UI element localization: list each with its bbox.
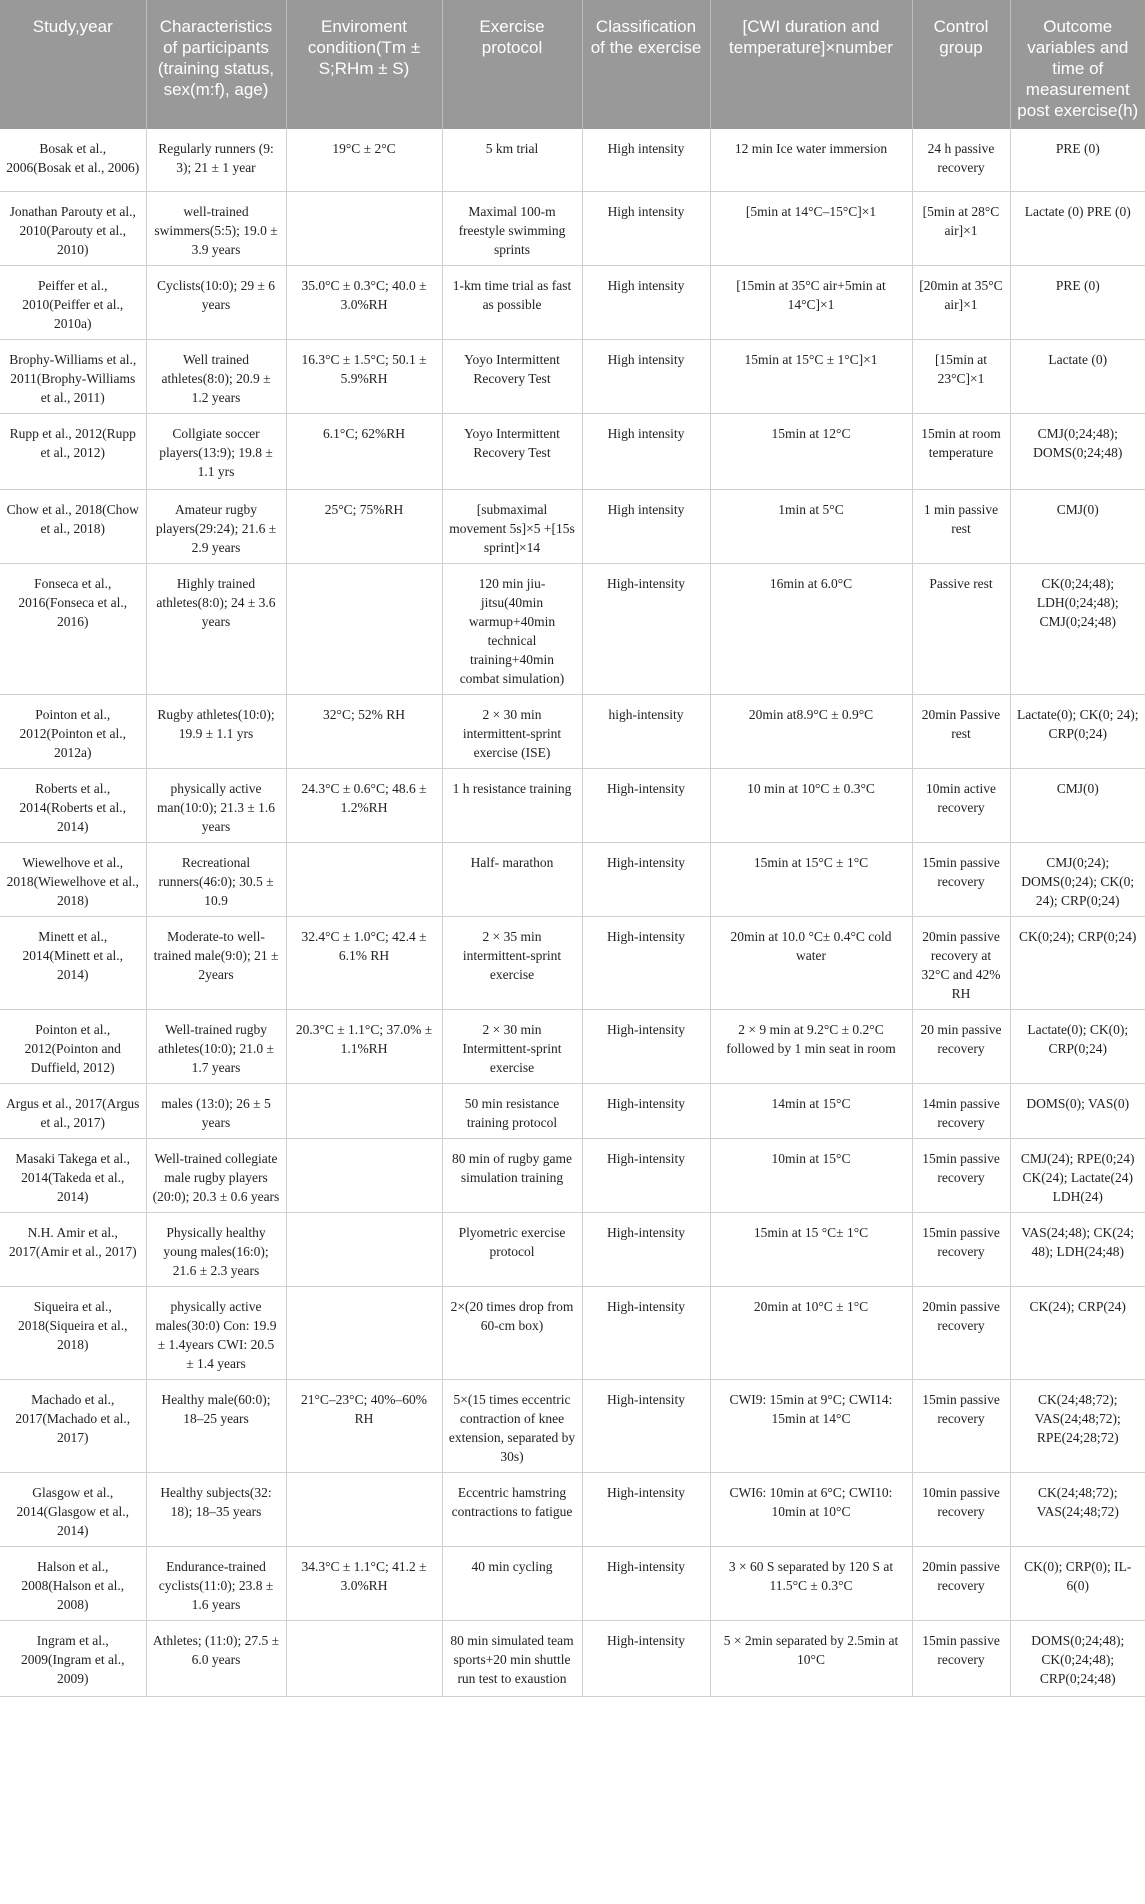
outcome-variables-cell: DOMS(0;24;48); CK(0;24;48); CRP(0;24;48) xyxy=(1010,1620,1145,1696)
table-row xyxy=(0,916,1145,1009)
exercise-protocol-cell: 2 × 35 min intermittent-sprint exercise xyxy=(442,916,582,1009)
table-row xyxy=(0,265,1145,339)
study-year-cell: Minett et al., 2014(Minett et al., 2014) xyxy=(0,916,146,1009)
outcome-variables-cell: VAS(24;48); CK(24; 48); LDH(24;48) xyxy=(1010,1212,1145,1286)
classification-cell: High-intensity xyxy=(582,1009,710,1083)
exercise-protocol-cell: 2 × 30 min intermittent-sprint exercise (ISE) xyxy=(442,694,582,768)
cwi-duration-cell: 12 min Ice water immersion xyxy=(710,129,912,191)
environment-cell: 34.3°C ± 1.1°C; 41.2 ± 3.0%RH xyxy=(286,1546,442,1620)
study-year-cell: Halson et al., 2008(Halson et al., 2008) xyxy=(0,1546,146,1620)
table-row xyxy=(0,563,1145,694)
control-group-cell: 14min passive recovery xyxy=(912,1083,1010,1138)
outcome-variables-cell: PRE (0) xyxy=(1010,265,1145,339)
environment-cell: 32°C; 52% RH xyxy=(286,694,442,768)
participants-cell: Collgiate soccer players(13:9); 19.8 ± 1.1 yrs xyxy=(146,413,286,489)
outcome-variables-cell: CK(0;24;48); LDH(0;24;48); CMJ(0;24;48) xyxy=(1010,563,1145,694)
participants-cell: Well-trained collegiate male rugby players (20:0); 20.3 ± 0.6 years xyxy=(146,1138,286,1212)
table-row xyxy=(0,1009,1145,1083)
outcome-variables-cell: PRE (0) xyxy=(1010,129,1145,191)
outcome-variables-cell: CK(24;48;72); VAS(24;48;72) xyxy=(1010,1472,1145,1546)
control-group-cell: 15min passive recovery xyxy=(912,1212,1010,1286)
table-row xyxy=(0,413,1145,489)
classification-cell: High intensity xyxy=(582,265,710,339)
control-group-cell: 15min passive recovery xyxy=(912,842,1010,916)
exercise-protocol-cell: 120 min jiu-jitsu(40min warmup+40min technical training+40min combat simulation) xyxy=(442,563,582,694)
outcome-variables-cell: CMJ(0;24;48); DOMS(0;24;48) xyxy=(1010,413,1145,489)
study-year-cell: Peiffer et al., 2010(Peiffer et al., 2010a) xyxy=(0,265,146,339)
environment-cell: 19°C ± 2°C xyxy=(286,129,442,191)
participants-cell: Cyclists(10:0); 29 ± 6 years xyxy=(146,265,286,339)
classification-cell: High-intensity xyxy=(582,1379,710,1472)
study-year-cell: Rupp et al., 2012(Rupp et al., 2012) xyxy=(0,413,146,489)
control-group-cell: 1 min passive rest xyxy=(912,489,1010,563)
classification-cell: High-intensity xyxy=(582,842,710,916)
exercise-protocol-cell: 80 min of rugby game simulation training xyxy=(442,1138,582,1212)
table-row xyxy=(0,1212,1145,1286)
exercise-protocol-cell: 2×(20 times drop from 60-cm box) xyxy=(442,1286,582,1379)
outcome-variables-cell: CMJ(0) xyxy=(1010,489,1145,563)
table-row xyxy=(0,768,1145,842)
participants-cell: Recreational runners(46:0); 30.5 ± 10.9 xyxy=(146,842,286,916)
control-group-cell: 15min at room temperature xyxy=(912,413,1010,489)
table-row xyxy=(0,1083,1145,1138)
study-year-cell: Fonseca et al., 2016(Fonseca et al., 2016) xyxy=(0,563,146,694)
header-classification: Classification of the exercise xyxy=(582,0,710,129)
study-year-cell: Jonathan Parouty et al., 2010(Parouty et al., 2010) xyxy=(0,191,146,265)
classification-cell: High intensity xyxy=(582,191,710,265)
environment-cell xyxy=(286,1286,442,1379)
environment-cell: 20.3°C ± 1.1°C; 37.0% ± 1.1%RH xyxy=(286,1009,442,1083)
exercise-protocol-cell: 50 min resistance training protocol xyxy=(442,1083,582,1138)
outcome-variables-cell: CK(24); CRP(24) xyxy=(1010,1286,1145,1379)
study-year-cell: Pointon et al., 2012(Pointon et al., 2012a) xyxy=(0,694,146,768)
classification-cell: High-intensity xyxy=(582,1546,710,1620)
classification-cell: High-intensity xyxy=(582,1138,710,1212)
environment-cell: 24.3°C ± 0.6°C; 48.6 ± 1.2%RH xyxy=(286,768,442,842)
environment-cell xyxy=(286,191,442,265)
study-year-cell: Roberts et al., 2014(Roberts et al., 2014) xyxy=(0,768,146,842)
outcome-variables-cell: Lactate (0) PRE (0) xyxy=(1010,191,1145,265)
table-row xyxy=(0,1620,1145,1696)
outcome-variables-cell: CMJ(24); RPE(0;24) CK(24); Lactate(24) LDH(24) xyxy=(1010,1138,1145,1212)
control-group-cell: [15min at 23°C]×1 xyxy=(912,339,1010,413)
exercise-protocol-cell: Yoyo Intermittent Recovery Test xyxy=(442,339,582,413)
control-group-cell: 20 min passive recovery xyxy=(912,1009,1010,1083)
cwi-duration-cell: 10 min at 10°C ± 0.3°C xyxy=(710,768,912,842)
exercise-protocol-cell: Yoyo Intermittent Recovery Test xyxy=(442,413,582,489)
classification-cell: High intensity xyxy=(582,489,710,563)
participants-cell: Endurance-trained cyclists(11:0); 23.8 ± 1.6 years xyxy=(146,1546,286,1620)
participants-cell: physically active males(30:0) Con: 19.9 ± 1.4years CWI: 20.5 ± 1.4 years xyxy=(146,1286,286,1379)
header-environment: Enviroment condition(Tm ± S;RHm ± S) xyxy=(286,0,442,129)
environment-cell xyxy=(286,1472,442,1546)
exercise-protocol-cell: 2 × 30 min Intermittent-sprint exercise xyxy=(442,1009,582,1083)
control-group-cell: 15min passive recovery xyxy=(912,1620,1010,1696)
classification-cell: High intensity xyxy=(582,413,710,489)
outcome-variables-cell: Lactate(0); CK(0; 24); CRP(0;24) xyxy=(1010,694,1145,768)
environment-cell xyxy=(286,1620,442,1696)
exercise-protocol-cell: 5 km trial xyxy=(442,129,582,191)
study-year-cell: Ingram et al., 2009(Ingram et al., 2009) xyxy=(0,1620,146,1696)
study-year-cell: Chow et al., 2018(Chow et al., 2018) xyxy=(0,489,146,563)
control-group-cell: 20min Passive rest xyxy=(912,694,1010,768)
outcome-variables-cell: CMJ(0) xyxy=(1010,768,1145,842)
exercise-protocol-cell: [submaximal movement 5s]×5 +[15s sprint]×14 xyxy=(442,489,582,563)
cwi-duration-cell: 1min at 5°C xyxy=(710,489,912,563)
exercise-protocol-cell: 1-km time trial as fast as possible xyxy=(442,265,582,339)
outcome-variables-cell: Lactate (0) xyxy=(1010,339,1145,413)
study-year-cell: Glasgow et al., 2014(Glasgow et al., 2014) xyxy=(0,1472,146,1546)
study-year-cell: Argus et al., 2017(Argus et al., 2017) xyxy=(0,1083,146,1138)
control-group-cell: 10min active recovery xyxy=(912,768,1010,842)
control-group-cell: 20min passive recovery xyxy=(912,1286,1010,1379)
participants-cell: Amateur rugby players(29:24); 21.6 ± 2.9 years xyxy=(146,489,286,563)
environment-cell xyxy=(286,563,442,694)
table-row xyxy=(0,1138,1145,1212)
environment-cell xyxy=(286,1212,442,1286)
participants-cell: Healthy male(60:0); 18–25 years xyxy=(146,1379,286,1472)
table-row xyxy=(0,1472,1145,1546)
cwi-duration-cell: 5 × 2min separated by 2.5min at 10°C xyxy=(710,1620,912,1696)
environment-cell xyxy=(286,1083,442,1138)
environment-cell: 32.4°C ± 1.0°C; 42.4 ± 6.1% RH xyxy=(286,916,442,1009)
control-group-cell: 20min passive recovery at 32°C and 42% RH xyxy=(912,916,1010,1009)
environment-cell xyxy=(286,842,442,916)
table-row xyxy=(0,339,1145,413)
outcome-variables-cell: CMJ(0;24); DOMS(0;24); CK(0; 24); CRP(0;24) xyxy=(1010,842,1145,916)
table-row xyxy=(0,489,1145,563)
cwi-duration-cell: 14min at 15°C xyxy=(710,1083,912,1138)
cwi-duration-cell: 15min at 15 °C± 1°C xyxy=(710,1212,912,1286)
classification-cell: High intensity xyxy=(582,129,710,191)
study-year-cell: Masaki Takega et al., 2014(Takeda et al., 2014) xyxy=(0,1138,146,1212)
environment-cell: 21°C–23°C; 40%–60% RH xyxy=(286,1379,442,1472)
classification-cell: High-intensity xyxy=(582,1083,710,1138)
control-group-cell: 10min passive recovery xyxy=(912,1472,1010,1546)
classification-cell: High-intensity xyxy=(582,1212,710,1286)
participants-cell: well-trained swimmers(5:5); 19.0 ± 3.9 years xyxy=(146,191,286,265)
control-group-cell: Passive rest xyxy=(912,563,1010,694)
participants-cell: Healthy subjects(32: 18); 18–35 years xyxy=(146,1472,286,1546)
table-header xyxy=(0,0,1145,129)
classification-cell: High-intensity xyxy=(582,1620,710,1696)
participants-cell: Athletes; (11:0); 27.5 ± 6.0 years xyxy=(146,1620,286,1696)
environment-cell: 35.0°C ± 0.3°C; 40.0 ± 3.0%RH xyxy=(286,265,442,339)
classification-cell: High-intensity xyxy=(582,768,710,842)
study-year-cell: N.H. Amir et al., 2017(Amir et al., 2017) xyxy=(0,1212,146,1286)
header-participants: Characteristics of participants (training status, sex(m:f), age) xyxy=(146,0,286,129)
control-group-cell: [5min at 28°C air]×1 xyxy=(912,191,1010,265)
control-group-cell: 20min passive recovery xyxy=(912,1546,1010,1620)
participants-cell: Physically healthy young males(16:0); 21.6 ± 2.3 years xyxy=(146,1212,286,1286)
classification-cell: High-intensity xyxy=(582,1286,710,1379)
table-row xyxy=(0,694,1145,768)
cwi-duration-cell: 16min at 6.0°C xyxy=(710,563,912,694)
cwi-duration-cell: 10min at 15°C xyxy=(710,1138,912,1212)
control-group-cell: [20min at 35°C air]×1 xyxy=(912,265,1010,339)
exercise-protocol-cell: Maximal 100-m freestyle swimming sprints xyxy=(442,191,582,265)
exercise-protocol-cell: 5×(15 times eccentric contraction of knee extension, separated by 30s) xyxy=(442,1379,582,1472)
participants-cell: Regularly runners (9: 3); 21 ± 1 year xyxy=(146,129,286,191)
environment-cell: 25°C; 75%RH xyxy=(286,489,442,563)
table-row xyxy=(0,1286,1145,1379)
header-exercise-protocol: Exercise protocol xyxy=(442,0,582,129)
cwi-duration-cell: 20min at 10°C ± 1°C xyxy=(710,1286,912,1379)
study-year-cell: Wiewelhove et al., 2018(Wiewelhove et al., 2018) xyxy=(0,842,146,916)
outcome-variables-cell: DOMS(0); VAS(0) xyxy=(1010,1083,1145,1138)
exercise-protocol-cell: Eccentric hamstring contractions to fatigue xyxy=(442,1472,582,1546)
cwi-duration-cell: 20min at8.9°C ± 0.9°C xyxy=(710,694,912,768)
outcome-variables-cell: Lactate(0); CK(0); CRP(0;24) xyxy=(1010,1009,1145,1083)
control-group-cell: 15min passive recovery xyxy=(912,1138,1010,1212)
cwi-duration-cell: CWI9: 15min at 9°C; CWI14: 15min at 14°C xyxy=(710,1379,912,1472)
classification-cell: High-intensity xyxy=(582,1472,710,1546)
participants-cell: Moderate-to well-trained male(9:0); 21 ± 2years xyxy=(146,916,286,1009)
outcome-variables-cell: CK(0;24); CRP(0;24) xyxy=(1010,916,1145,1009)
control-group-cell: 15min passive recovery xyxy=(912,1379,1010,1472)
outcome-variables-cell: CK(0); CRP(0); IL-6(0) xyxy=(1010,1546,1145,1620)
study-year-cell: Machado et al., 2017(Machado et al., 2017) xyxy=(0,1379,146,1472)
cwi-duration-cell: 2 × 9 min at 9.2°C ± 0.2°C followed by 1 min seat in room xyxy=(710,1009,912,1083)
study-year-cell: Pointon et al., 2012(Pointon and Duffield, 2012) xyxy=(0,1009,146,1083)
table-row xyxy=(0,842,1145,916)
cwi-duration-cell: [15min at 35°C air+5min at 14°C]×1 xyxy=(710,265,912,339)
table-row xyxy=(0,191,1145,265)
exercise-protocol-cell: 1 h resistance training xyxy=(442,768,582,842)
classification-cell: high-intensity xyxy=(582,694,710,768)
participants-cell: Well-trained rugby athletes(10:0); 21.0 ± 1.7 years xyxy=(146,1009,286,1083)
header-control-group: Control group xyxy=(912,0,1010,129)
participants-cell: Highly trained athletes(8:0); 24 ± 3.6 years xyxy=(146,563,286,694)
exercise-protocol-cell: Plyometric exercise protocol xyxy=(442,1212,582,1286)
cwi-duration-cell: CWI6: 10min at 6°C; CWI10: 10min at 10°C xyxy=(710,1472,912,1546)
exercise-protocol-cell: 40 min cycling xyxy=(442,1546,582,1620)
cwi-duration-cell: 15min at 15°C ± 1°C]×1 xyxy=(710,339,912,413)
study-year-cell: Brophy-Williams et al., 2011(Brophy-Williams et al., 2011) xyxy=(0,339,146,413)
exercise-protocol-cell: Half- marathon xyxy=(442,842,582,916)
participants-cell: males (13:0); 26 ± 5 years xyxy=(146,1083,286,1138)
table-body xyxy=(0,129,1145,1696)
environment-cell xyxy=(286,1138,442,1212)
classification-cell: High-intensity xyxy=(582,563,710,694)
environment-cell: 16.3°C ± 1.5°C; 50.1 ± 5.9%RH xyxy=(286,339,442,413)
outcome-variables-cell: CK(24;48;72); VAS(24;48;72); RPE(24;28;72) xyxy=(1010,1379,1145,1472)
header-outcome-variables: Outcome variables and time of measurement post exercise(h) xyxy=(1010,0,1145,129)
participants-cell: Rugby athletes(10:0); 19.9 ± 1.1 yrs xyxy=(146,694,286,768)
header-row xyxy=(0,0,1145,129)
participants-cell: physically active man(10:0); 21.3 ± 1.6 years xyxy=(146,768,286,842)
header-study-year: Study,year xyxy=(0,0,146,129)
participants-cell: Well trained athletes(8:0); 20.9 ± 1.2 years xyxy=(146,339,286,413)
cwi-duration-cell: 3 × 60 S separated by 120 S at 11.5°C ± 0.3°C xyxy=(710,1546,912,1620)
classification-cell: High-intensity xyxy=(582,916,710,1009)
study-year-cell: Siqueira et al., 2018(Siqueira et al., 2018) xyxy=(0,1286,146,1379)
cwi-duration-cell: 20min at 10.0 °C± 0.4°C cold water xyxy=(710,916,912,1009)
cwi-duration-cell: 15min at 12°C xyxy=(710,413,912,489)
header-cwi-duration: [CWI duration and temperature]×number xyxy=(710,0,912,129)
study-year-cell: Bosak et al., 2006(Bosak et al., 2006) xyxy=(0,129,146,191)
table-row xyxy=(0,1546,1145,1620)
cwi-duration-cell: [5min at 14°C–15°C]×1 xyxy=(710,191,912,265)
environment-cell: 6.1°C; 62%RH xyxy=(286,413,442,489)
control-group-cell: 24 h passive recovery xyxy=(912,129,1010,191)
table-row xyxy=(0,129,1145,191)
classification-cell: High intensity xyxy=(582,339,710,413)
exercise-protocol-cell: 80 min simulated team sports+20 min shuttle run test to exaustion xyxy=(442,1620,582,1696)
cwi-duration-cell: 15min at 15°C ± 1°C xyxy=(710,842,912,916)
table-row xyxy=(0,1379,1145,1472)
